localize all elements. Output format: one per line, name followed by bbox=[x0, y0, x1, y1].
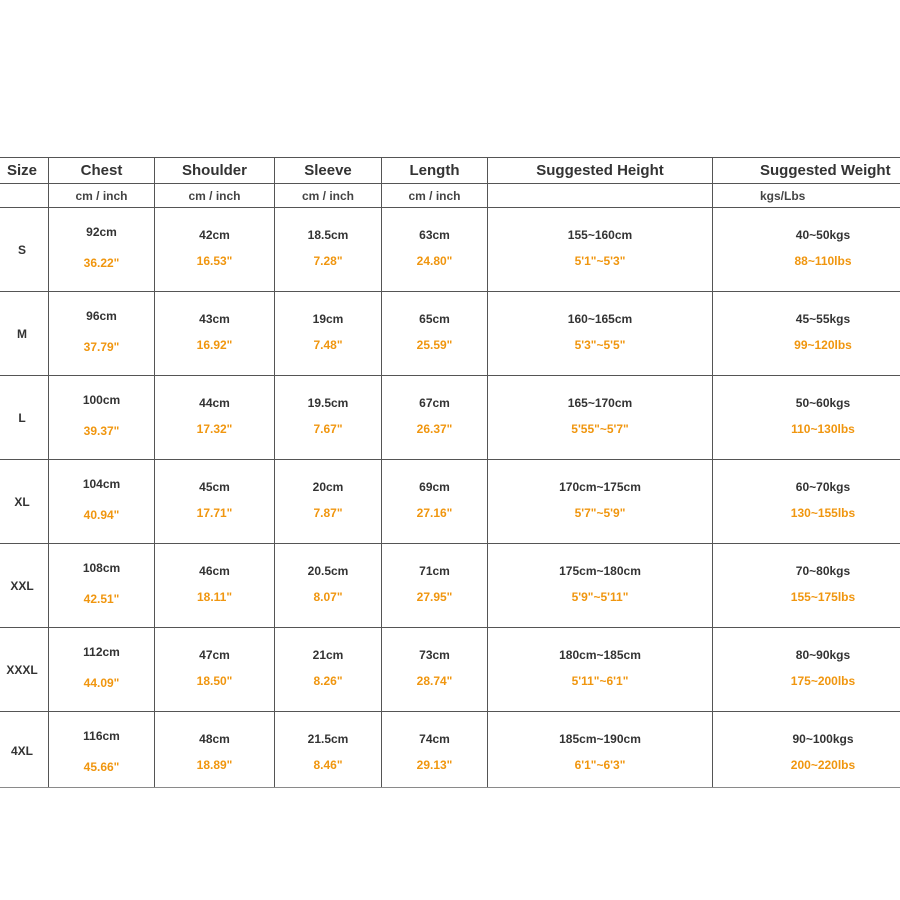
sleeve-cell bbox=[275, 460, 382, 543]
unit-sleeve: cm / inch bbox=[275, 184, 382, 207]
size-label: L bbox=[0, 376, 49, 459]
shoulder-cell bbox=[155, 208, 275, 291]
unit-weight: kgs/Lbs bbox=[760, 188, 806, 203]
length-cm: 71cm bbox=[419, 564, 450, 578]
height-ft: 5'9"~5'11" bbox=[571, 590, 629, 604]
length-cell bbox=[382, 208, 488, 291]
weight-cell bbox=[713, 460, 900, 543]
height-cell bbox=[488, 712, 713, 788]
sleeve-inch: 7.48" bbox=[313, 338, 343, 352]
table-row bbox=[0, 712, 900, 788]
length-cell bbox=[382, 544, 488, 627]
header-chest: Chest bbox=[49, 158, 155, 183]
sleeve-cell bbox=[275, 292, 382, 375]
chest-inch: 36.22" bbox=[83, 256, 120, 270]
sleeve-inch: 8.46" bbox=[313, 758, 343, 772]
length-cm: 65cm bbox=[419, 312, 450, 326]
height-ft: 5'11"~6'1" bbox=[571, 674, 629, 688]
length-cm: 63cm bbox=[419, 228, 450, 242]
height-cm: 175cm~180cm bbox=[559, 564, 641, 578]
sleeve-cm: 21cm bbox=[312, 648, 344, 662]
sleeve-cell bbox=[275, 712, 382, 788]
chest-cell bbox=[49, 460, 155, 543]
sleeve-cm: 19cm bbox=[312, 312, 344, 326]
unit-chest: cm / inch bbox=[49, 184, 155, 207]
length-cm: 73cm bbox=[419, 648, 450, 662]
sleeve-cell bbox=[275, 376, 382, 459]
chest-cell bbox=[49, 712, 155, 788]
length-cell bbox=[382, 460, 488, 543]
chest-cm: 92cm bbox=[86, 225, 117, 239]
shoulder-inch: 17.71" bbox=[196, 506, 233, 520]
chest-cell bbox=[49, 628, 155, 711]
length-cell bbox=[382, 292, 488, 375]
height-cm: 165~170cm bbox=[567, 396, 633, 410]
shoulder-cell bbox=[155, 544, 275, 627]
length-inch: 28.74" bbox=[416, 674, 453, 688]
table-row bbox=[0, 376, 900, 460]
height-cell bbox=[488, 292, 713, 375]
weight-kgs: 45~55kgs bbox=[795, 312, 851, 326]
size-label: M bbox=[0, 292, 49, 375]
chest-cm: 96cm bbox=[86, 309, 117, 323]
sleeve-cell bbox=[275, 544, 382, 627]
shoulder-cell bbox=[155, 460, 275, 543]
units-row bbox=[0, 184, 900, 208]
height-cm: 155~160cm bbox=[567, 228, 633, 242]
length-inch: 27.95" bbox=[416, 590, 453, 604]
height-ft: 5'55"~5'7" bbox=[571, 422, 629, 436]
weight-lbs: 110~130lbs bbox=[791, 422, 855, 436]
height-cell bbox=[488, 628, 713, 711]
weight-cell bbox=[713, 292, 900, 375]
weight-kgs: 90~100kgs bbox=[792, 732, 854, 746]
height-cm: 170cm~175cm bbox=[559, 480, 641, 494]
shoulder-cm: 47cm bbox=[199, 648, 230, 662]
weight-lbs: 130~155lbs bbox=[790, 506, 856, 520]
shoulder-cell bbox=[155, 712, 275, 788]
table-row bbox=[0, 460, 900, 544]
length-cm: 67cm bbox=[419, 396, 450, 410]
weight-lbs: 200~220lbs bbox=[790, 758, 856, 772]
chest-inch: 39.37" bbox=[83, 424, 120, 438]
chest-cell bbox=[49, 292, 155, 375]
header-suggested-height: Suggested Height bbox=[488, 158, 713, 183]
shoulder-inch: 16.92" bbox=[196, 338, 233, 352]
shoulder-cm: 43cm bbox=[199, 312, 230, 326]
height-cm: 185cm~190cm bbox=[559, 732, 641, 746]
length-inch: 29.13" bbox=[416, 758, 453, 772]
chest-inch: 44.09" bbox=[83, 676, 120, 690]
shoulder-cm: 46cm bbox=[199, 564, 230, 578]
weight-kgs: 80~90kgs bbox=[795, 648, 851, 662]
weight-kgs: 60~70kgs bbox=[795, 480, 851, 494]
table-row bbox=[0, 628, 900, 712]
height-cell bbox=[488, 544, 713, 627]
shoulder-cm: 44cm bbox=[199, 396, 230, 410]
sleeve-inch: 8.07" bbox=[313, 590, 343, 604]
size-label: XL bbox=[0, 460, 49, 543]
shoulder-inch: 18.11" bbox=[196, 590, 233, 604]
table-row bbox=[0, 292, 900, 376]
weight-lbs: 88~110lbs bbox=[794, 254, 852, 268]
height-ft: 5'7"~5'9" bbox=[574, 506, 626, 520]
shoulder-cell bbox=[155, 628, 275, 711]
unit-height bbox=[488, 184, 713, 207]
length-cell bbox=[382, 376, 488, 459]
shoulder-cm: 45cm bbox=[199, 480, 230, 494]
size-chart-table bbox=[0, 157, 900, 788]
sleeve-cell bbox=[275, 628, 382, 711]
sleeve-cm: 19.5cm bbox=[307, 396, 349, 410]
weight-cell bbox=[713, 376, 900, 459]
shoulder-inch: 16.53" bbox=[196, 254, 233, 268]
sleeve-inch: 7.87" bbox=[313, 506, 343, 520]
chest-inch: 45.66" bbox=[83, 760, 120, 774]
weight-lbs: 175~200lbs bbox=[790, 674, 856, 688]
sleeve-cell bbox=[275, 208, 382, 291]
shoulder-inch: 18.50" bbox=[196, 674, 233, 688]
header-sleeve: Sleeve bbox=[275, 158, 382, 183]
sleeve-cm: 21.5cm bbox=[307, 732, 349, 746]
size-label: S bbox=[0, 208, 49, 291]
weight-lbs: 155~175lbs bbox=[790, 590, 856, 604]
length-cell bbox=[382, 628, 488, 711]
length-inch: 26.37" bbox=[416, 422, 453, 436]
unit-length: cm / inch bbox=[382, 184, 488, 207]
length-inch: 27.16" bbox=[416, 506, 453, 520]
sleeve-cm: 20cm bbox=[312, 480, 344, 494]
weight-kgs: 40~50kgs bbox=[795, 228, 851, 242]
length-inch: 25.59" bbox=[416, 338, 453, 352]
height-ft: 6'1"~6'3" bbox=[574, 758, 626, 772]
unit-shoulder: cm / inch bbox=[155, 184, 275, 207]
shoulder-inch: 17.32" bbox=[196, 422, 233, 436]
weight-kgs: 50~60kgs bbox=[795, 396, 851, 410]
chest-inch: 37.79" bbox=[83, 340, 120, 354]
length-cm: 69cm bbox=[419, 480, 450, 494]
chest-cell bbox=[49, 208, 155, 291]
shoulder-inch: 18.89" bbox=[196, 758, 233, 772]
length-inch: 24.80" bbox=[416, 254, 453, 268]
size-label: XXL bbox=[0, 544, 49, 627]
header-suggested-weight: Suggested Weight bbox=[760, 162, 891, 179]
header-length: Length bbox=[382, 158, 488, 183]
header-row bbox=[0, 158, 900, 184]
height-cm: 160~165cm bbox=[567, 312, 633, 326]
sleeve-inch: 8.26" bbox=[313, 674, 343, 688]
weight-cell bbox=[713, 628, 900, 711]
chest-cell bbox=[49, 376, 155, 459]
chest-cm: 112cm bbox=[83, 645, 120, 659]
weight-cell bbox=[713, 544, 900, 627]
chest-cm: 104cm bbox=[82, 477, 121, 491]
chest-inch: 42.51" bbox=[83, 592, 120, 606]
height-ft: 5'3"~5'5" bbox=[574, 338, 626, 352]
weight-cell bbox=[713, 712, 900, 788]
sleeve-inch: 7.28" bbox=[313, 254, 343, 268]
weight-lbs: 99~120lbs bbox=[794, 338, 852, 352]
unit-size bbox=[0, 184, 49, 207]
shoulder-cm: 42cm bbox=[199, 228, 230, 242]
height-cell bbox=[488, 376, 713, 459]
shoulder-cm: 48cm bbox=[199, 732, 230, 746]
height-cm: 180cm~185cm bbox=[559, 648, 641, 662]
height-cell bbox=[488, 460, 713, 543]
sleeve-cm: 18.5cm bbox=[307, 228, 349, 242]
size-label: 4XL bbox=[0, 712, 49, 788]
length-cm: 74cm bbox=[419, 732, 450, 746]
chest-cm: 116cm bbox=[83, 729, 120, 743]
sleeve-cm: 20.5cm bbox=[307, 564, 349, 578]
chest-inch: 40.94" bbox=[83, 508, 120, 522]
chest-cm: 108cm bbox=[82, 561, 121, 575]
table-row bbox=[0, 208, 900, 292]
header-size: Size bbox=[0, 158, 49, 183]
height-ft: 5'1"~5'3" bbox=[574, 254, 626, 268]
weight-kgs: 70~80kgs bbox=[795, 564, 851, 578]
table-row bbox=[0, 544, 900, 628]
chest-cell bbox=[49, 544, 155, 627]
weight-cell bbox=[713, 208, 900, 291]
height-cell bbox=[488, 208, 713, 291]
sleeve-inch: 7.67" bbox=[313, 422, 343, 436]
size-label: XXXL bbox=[0, 628, 49, 711]
header-shoulder: Shoulder bbox=[155, 158, 275, 183]
chest-cm: 100cm bbox=[82, 393, 121, 407]
shoulder-cell bbox=[155, 376, 275, 459]
shoulder-cell bbox=[155, 292, 275, 375]
length-cell bbox=[382, 712, 488, 788]
